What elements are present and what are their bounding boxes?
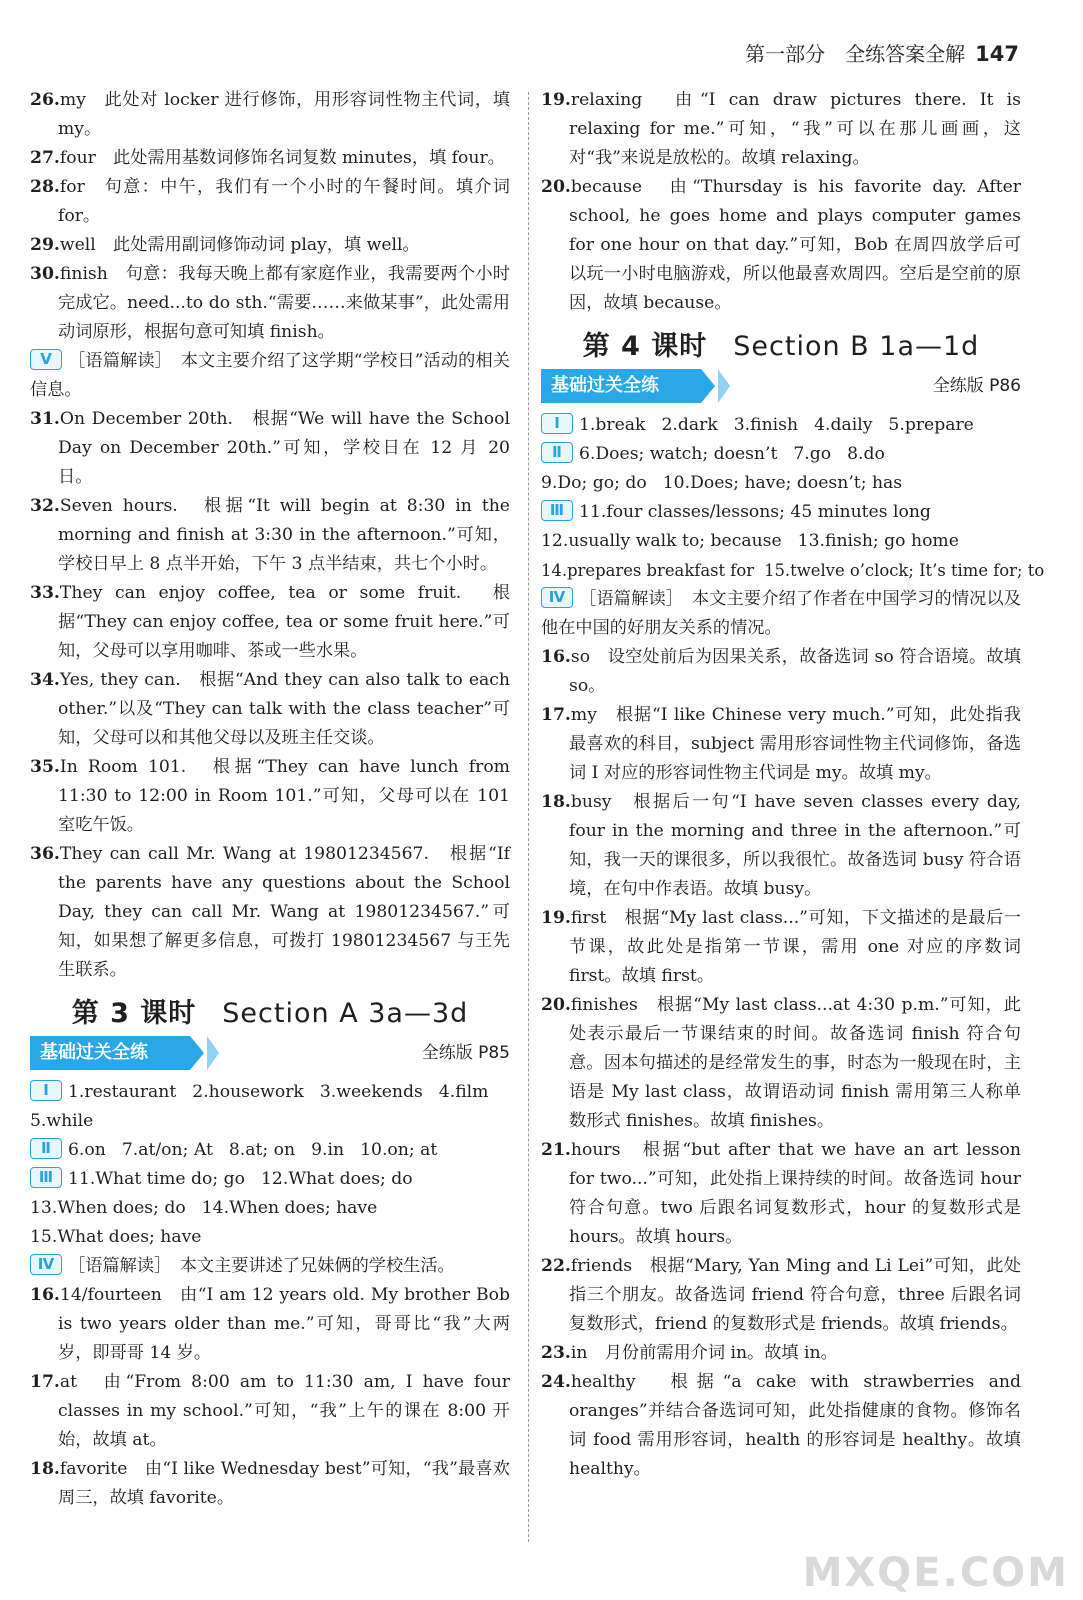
answer-item: 19.first 根据“My last class...”可知，下文描述的是最后一节课，故此处是指第一节课，需用 one 对应的序数词 first。故填 first。 <box>541 908 1021 986</box>
answer-row: Ⅲ 11.four classes/lessons; 45 minutes long <box>541 498 1021 527</box>
roman-badge: Ⅰ <box>541 413 573 434</box>
answer-item: 16.14/fourteen 由“I am 12 years old. My brother Bob is two years older than me.”可知，哥哥比“我”大两岁，即哥哥 14 岁。 <box>30 1285 510 1363</box>
column-divider <box>528 92 529 1542</box>
bar-label: 基础过关全练 <box>541 369 701 403</box>
answer-item: 19.relaxing 由“I can draw pictures there. It is relaxing for me.”可知，“我”可以在那儿画画，这对“我”来说是放松的。故填 relaxing。 <box>541 90 1021 168</box>
chevron-icon <box>718 369 730 403</box>
left-answer-rows <box>30 1078 510 1252</box>
answer-item: 18.favorite 由“I like Wednesday best”可知，“我”最喜欢周三，故填 favorite。 <box>30 1459 510 1508</box>
chevron-icon <box>207 1036 219 1070</box>
left-items-b <box>30 405 510 985</box>
answer-item: 22.friends 根据“Mary, Yan Ming and Li Lei”可知，此处指三个朋友。故备选词 friend 符合句意，three 后跟名词复数形式，friend 的复数形式是 friends。故填 friends。 <box>541 1256 1021 1334</box>
right-answer-rows <box>541 411 1045 585</box>
section-title: 第 4 课时 Section B 1a—1d <box>582 331 980 362</box>
answer-row: 9.Do; go; do 10.Does; have; doesn’t; has <box>541 473 903 493</box>
answer-item: 27.four 此处需用基数词修饰名词复数 minutes，填 four。 <box>30 148 505 168</box>
section-bar <box>541 369 1021 403</box>
chevron-icon <box>701 369 715 403</box>
answer-item: 32.Seven hours. 根据“It will begin at 8:30 in the morning and finish at 3:30 in the afternoon.”可知，学校日早上 8 点半开始，下午 3 点半结束，共七个小时。 <box>30 496 510 574</box>
answer-item: 35.In Room 101. 根据“They can have lunch from 11:30 to 12:00 in Room 101.”可知，父母可以在 101 室吃午饭。 <box>30 757 510 835</box>
answer-item: 16.so 设空处前后为因果关系，故备选词 so 符合语境。故填 so。 <box>541 647 1021 696</box>
answer-row: 12.usually walk to; because 13.finish; go home <box>541 531 959 551</box>
section-title: 第 3 课时 Section A 3a—3d <box>71 998 469 1029</box>
answer-item: 17.my 根据“I like Chinese very much.”可知，此处指我最喜欢的科目，subject 需用形容词性物主代词修饰，备选词 I 对应的形容词性物主代词是 my。故填 my。 <box>541 705 1021 783</box>
roman-badge: Ⅳ <box>541 587 573 608</box>
page-number: 147 <box>975 42 1019 66</box>
answer-item: 23.in 月份前需用介词 in。故填 in。 <box>541 1343 838 1363</box>
answer-item: 20.finishes 根据“My last class...at 4:30 p.m.”可知，此处表示最后一节课结束的时间。故备选词 finish 符合句意。因本句描述的是经常发生的事，时态为一般现在时，主语是 My last class，故谓语动词 finish 需用第三人称单数形式 finishes。故填 finishes。 <box>541 995 1021 1131</box>
answer-item: 18.busy 根据后一句“I have seven classes every day, four in the morning and three in the afternoon.”可知，我一天的课很多，所以我很忙。故备选词 busy 符合语境，在句中作表语。故填 busy。 <box>541 792 1021 899</box>
header-title: 第一部分 全练答案全解 <box>745 42 966 66</box>
right-items-b <box>541 643 1021 1484</box>
answer-item: 21.hours 根据“but after that we have an art lesson for two...”可知，此处指上课持续的时间。故备选词 hour 符合句意。two 后跟名词复数形式，hour 的复数形式是 hours。故填 hours。 <box>541 1140 1021 1247</box>
answer-item: 36.They can call Mr. Wang at 19801234567. 根据“If the parents have any questions about the School Day, they can call Mr. Wang at 19801234567.”可知，如果想了解更多信息，可拨打 19801234567 与王先生联系。 <box>30 844 510 980</box>
answer-item: 28.for 句意：中午，我们有一个小时的午餐时间。填介词 for。 <box>30 177 510 226</box>
answer-row: 13.When does; do 14.When does; have <box>30 1198 378 1218</box>
answer-row: Ⅰ 1.restaurant 2.housework 3.weekends 4.film <box>30 1078 510 1107</box>
answer-row: 15.What does; have <box>30 1227 202 1247</box>
answer-item: 24.healthy 根据“a cake with strawberries and oranges”并结合备选词可知，此处指健康的食物。修饰名词 food 需用形容词，health 的形容词是 healthy。故填 healthy。 <box>541 1372 1021 1479</box>
right-column <box>541 86 1045 1484</box>
left-items-a <box>30 86 510 347</box>
left-column <box>30 86 510 1513</box>
right-items-a <box>541 86 1021 318</box>
answer-item: 30.finish 句意：我每天晚上都有家庭作业，我需要两个小时完成它。need...to do sth.“需要……来做某事”，此处需用动词原形，根据句意可知填 finish。 <box>30 264 510 342</box>
answer-item: 17.at 由“From 8:00 am to 11:30 am, I have four classes in my school.”可知，“我”上午的课在 8:00 开始，故填 at。 <box>30 1372 510 1450</box>
answer-item: 33.They can enjoy coffee, tea or some fruit. 根据“They can enjoy coffee, tea or some fruit here.”可知，父母可以享用咖啡、茶或一些水果。 <box>30 583 510 661</box>
answer-row: 5.while <box>30 1111 94 1131</box>
roman-badge: Ⅱ <box>30 1138 62 1159</box>
reading-analysis: Ⅳ ［语篇解读］ 本文主要介绍了作者在中国学习的情况以及他在中国的好朋友关系的情况。 <box>541 588 1021 638</box>
left-items-c <box>30 1281 510 1513</box>
edition-ref: 全练版 P86 <box>932 376 1021 396</box>
roman-badge: Ⅲ <box>30 1167 62 1188</box>
answer-item: 20.because 由“Thursday is his favorite day. After school, he goes home and plays computer games for one hour on that day.”可知，Bob 在周四放学后可以玩一小时电脑游戏，所以他最喜欢周四。空后是空前的原因，故填 because。 <box>541 177 1021 313</box>
answer-item: 31.On December 20th. 根据“We will have the School Day on December 20th.”可知，学校日在 12 月 20 日。 <box>30 409 510 487</box>
page-header <box>745 38 1019 67</box>
answer-row: Ⅲ 11.What time do; go 12.What does; do <box>30 1165 510 1194</box>
reading-analysis: Ⅳ ［语篇解读］ 本文主要讲述了兄妹俩的学校生活。 <box>30 1252 510 1281</box>
roman-badge: Ⅰ <box>30 1080 62 1101</box>
roman-badge: Ⅴ <box>30 349 62 370</box>
roman-badge: Ⅱ <box>541 442 573 463</box>
section-bar <box>30 1036 510 1070</box>
answer-item: 34.Yes, they can. 根据“And they can also talk to each other.”以及“They can talk with the class teacher”可知，父母可以和其他父母以及班主任交谈。 <box>30 670 511 748</box>
edition-ref: 全练版 P85 <box>421 1043 510 1063</box>
roman-badge: Ⅳ <box>30 1254 62 1275</box>
answer-row: Ⅱ 6.on 7.at/on; At 8.at; on 9.in 10.on; at <box>30 1136 510 1165</box>
reading-analysis: Ⅴ ［语篇解读］ 本文主要介绍了这学期“学校日”活动的相关信息。 <box>30 350 510 400</box>
watermark: MXQE.COM <box>802 1550 1069 1596</box>
answer-item: 29.well 此处需用副词修饰动词 play，填 well。 <box>30 235 420 255</box>
bar-label: 基础过关全练 <box>30 1036 190 1070</box>
roman-badge: Ⅲ <box>541 500 573 521</box>
answer-item: 26.my 此处对 locker 进行修饰，用形容词性物主代词，填 my。 <box>30 90 510 139</box>
answer-row: Ⅱ 6.Does; watch; doesn’t 7.go 8.do <box>541 440 1021 469</box>
answer-row: Ⅰ 1.break 2.dark 3.finish 4.daily 5.prepare <box>541 411 1021 440</box>
answer-row: 14.prepares breakfast for 15.twelve o’clock; It’s time for; to <box>541 561 1045 580</box>
chevron-icon <box>190 1036 204 1070</box>
